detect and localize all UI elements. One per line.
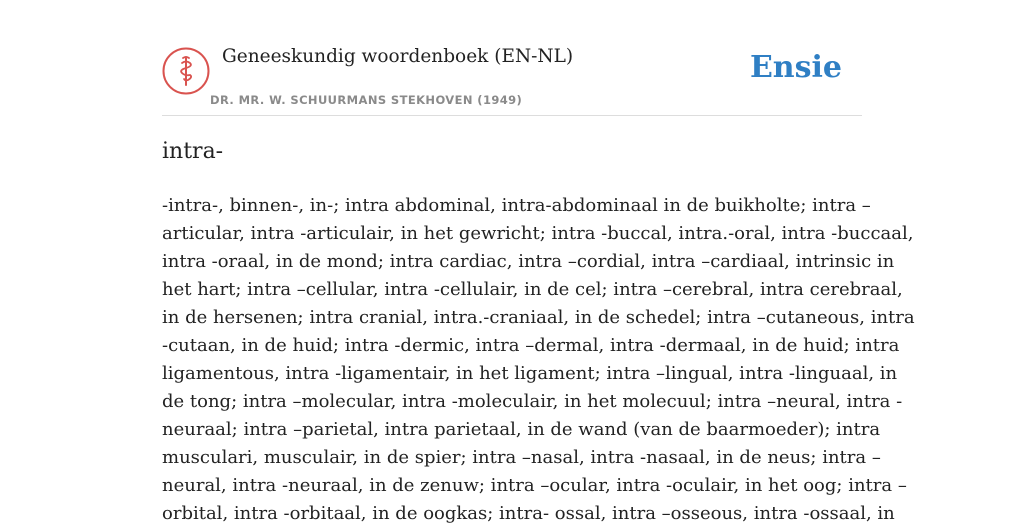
brand-logo[interactable]: Ensie [749, 50, 842, 85]
definition-line: -intra-, binnen-, in-; intra abdominal, intra-abdominaal in de buikholte; intra – [162, 195, 871, 216]
definition-line: neural, intra -neuraal, in de zenuw; intra –ocular, intra -oculair, in het oog; intra – [162, 475, 907, 496]
definition-line: -cutaan, in de huid; intra -dermic, intra –dermal, intra -dermaal, in de huid; intra [162, 335, 900, 356]
definition-line: neuraal; intra –parietal, intra parietaal, in de wand (van de baarmoeder); intra [162, 419, 881, 440]
definition-line: intra -oraal, in de mond; intra cardiac, intra –cordial, intra –cardiaal, intrinsic in [162, 251, 895, 272]
entry-term: intra- [162, 139, 224, 164]
definition-line: de tong; intra –molecular, intra -moleculair, in het molecuul; intra –neural, intra - [162, 391, 903, 412]
dictionary-author: DR. MR. W. SCHUURMANS STEKHOVEN (1949) [210, 93, 523, 107]
header-divider [162, 115, 862, 116]
entry-definition [162, 192, 915, 528]
definition-line: musculari, musculair, in de spier; intra –nasal, intra -nasaal, in de neus; intra – [162, 447, 881, 468]
dictionary-title[interactable]: Geneeskundig woordenboek (EN-NL) [222, 46, 574, 67]
definition-line: ligamentous, intra -ligamentair, in het ligament; intra –lingual, intra -linguaal, in [162, 363, 898, 384]
page [162, 0, 915, 524]
definition-line: in de hersenen; intra cranial, intra.-craniaal, in de schedel; intra –cutaneous, intra [162, 307, 915, 328]
definition-line: het hart; intra –cellular, intra -cellulair, in de cel; intra –cerebral, intra cerebraal, [162, 279, 903, 300]
definition-line: articular, intra -articulair, in het gewricht; intra -buccal, intra.-oral, intra -buccaal, [162, 223, 914, 244]
definition-line: orbital, intra -orbitaal, in de oogkas; intra- ossal, intra –osseous, intra -ossaal, in [162, 503, 895, 524]
caduceus-icon[interactable] [162, 47, 210, 95]
